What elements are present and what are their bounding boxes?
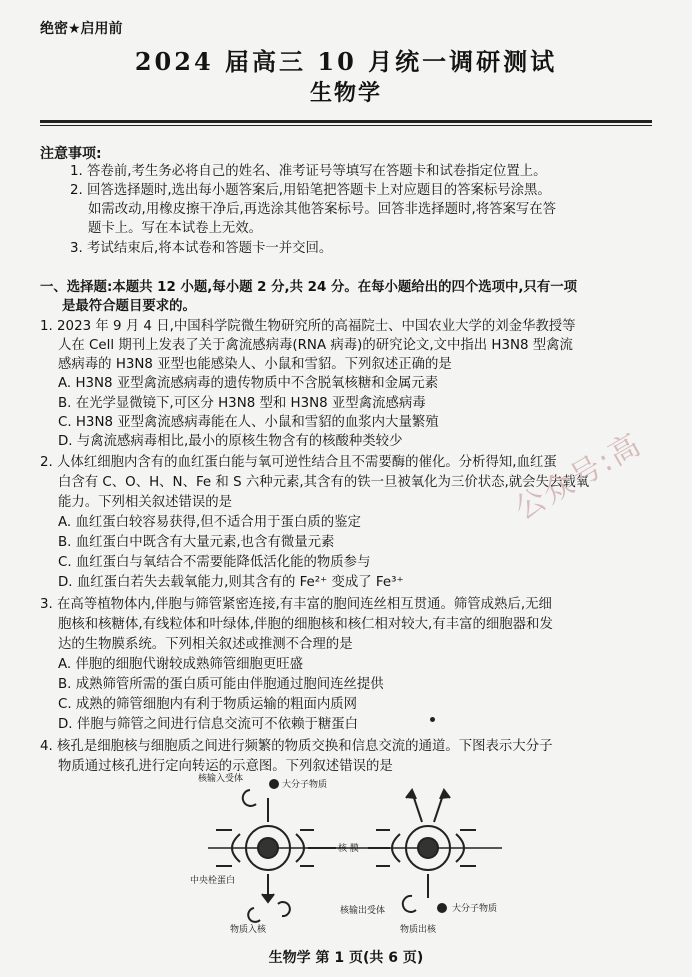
label-import-receptor: 核输入受体	[198, 774, 244, 784]
q2-option-b: B. 血红蛋白中既含有大量元素,也含有微量元素	[58, 535, 335, 550]
label-export-receptor: 核输出受体	[340, 906, 386, 916]
export-arrowhead-2	[440, 790, 450, 799]
section-heading: 一、选择题:本题共 12 小题,每小题 2 分,共 24 分。在每小题给出的四个选项中,只有一项	[40, 280, 578, 295]
q3-option-d: D. 伴胞与筛管之间进行信息交流可不依赖于糖蛋白	[58, 717, 359, 732]
macromolecule-icon-top	[270, 780, 278, 788]
right-central-plug	[418, 838, 438, 858]
q1-stem: 1. 2023 年 9 月 4 日,中国科学院微生物研究所的高福院士、中国农业大学的刘金华教授等	[40, 319, 576, 334]
header-rule-thick	[40, 120, 652, 123]
label-central-plug: 中央栓蛋白	[190, 876, 236, 886]
notice-heading: 注意事项:	[40, 146, 102, 162]
import-receptor-icon	[243, 790, 256, 806]
import-receptor-icon-b	[248, 908, 260, 922]
receptor-release-icon	[278, 902, 290, 916]
label-macromolecule-top: 大分子物质	[282, 780, 328, 790]
q1-option-a: A. H3N8 亚型禽流感病毒的遗传物质中不含脱氧核糖和金属元素	[58, 376, 439, 391]
left-central-plug	[258, 838, 278, 858]
q3-stem: 3. 在高等植物体内,伴胞与筛管紧密连接,有丰富的胞间连丝相互贯通。筛管成熟后,无细	[40, 597, 552, 612]
ink-dot	[430, 717, 435, 722]
nuclear-pore-diagram	[190, 770, 520, 935]
header-rule-thin	[40, 125, 652, 126]
q2-option-a: A. 血红蛋白较容易获得,但不适合用于蛋白质的鉴定	[58, 515, 361, 530]
import-arrowhead	[262, 894, 274, 902]
q2-option-c: C. 血红蛋白与氧结合不需要能降低活化能的物质参与	[58, 555, 371, 570]
q1-option-d: D. 与禽流感病毒相比,最小的原核生物含有的核酸种类较少	[58, 434, 403, 449]
macromolecule-icon-bottom	[438, 904, 446, 912]
label-import: 物质入核	[230, 925, 267, 935]
q1-option-c: C. H3N8 亚型禽流感病毒能在人、小鼠和雪貂的血浆内大量繁殖	[58, 415, 439, 430]
q1-stem: 感病毒的 H3N8 亚型也能感染人、小鼠和雪貂。下列叙述正确的是	[58, 357, 452, 372]
q2-option-d: D. 血红蛋白若失去载氧能力,则其含有的 Fe²⁺ 变成了 Fe³⁺	[58, 575, 404, 590]
export-receptor-icon	[403, 896, 416, 912]
notice-line: 题卡上。写在本试卷上无效。	[88, 221, 263, 236]
section-heading-cont: 是最符合题目要求的。	[62, 299, 196, 314]
watermark: 公众号:高	[509, 426, 648, 528]
q3-option-a: A. 伴胞的细胞代谢较成熟筛管细胞更旺盛	[58, 657, 304, 672]
q2-stem: 能力。下列相关叙述错误的是	[58, 495, 233, 510]
q2-stem: 白含有 C、O、H、N、Fe 和 S 六种元素,其含有的铁一旦被氧化为三价状态,就会失去载氧	[58, 475, 590, 490]
exam-title: 2024 届高三 10 月统一调研测试	[134, 47, 558, 76]
secret-label: 绝密★启用前	[40, 21, 123, 37]
notice-line: 1. 答卷前,考生务必将自己的姓名、准考证号等填写在答题卡和试卷指定位置上。	[70, 164, 547, 179]
export-arrowhead-1	[406, 790, 416, 799]
q3-stem: 达的生物膜系统。下列相关叙述或推测不合理的是	[58, 637, 353, 652]
q4-stem: 物质通过核孔进行定向转运的示意图。下列叙述错误的是	[58, 759, 393, 774]
label-export: 物质出核	[400, 925, 437, 935]
notice-line: 2. 回答选择题时,选出每小题答案后,用铅笔把答题卡上对应题目的答案标号涂黑。	[70, 183, 551, 198]
q4-stem: 4. 核孔是细胞核与细胞质之间进行频繁的物质交换和信息交流的通道。下图表示大分子	[40, 739, 553, 754]
label-macromolecule-bottom: 大分子物质	[452, 904, 498, 914]
notice-line: 如需改动,用橡皮擦干净后,再选涂其他答案标号。回答非选择题时,将答案写在答	[88, 202, 557, 217]
q1-option-b: B. 在光学显微镜下,可区分 H3N8 型和 H3N8 亚型禽流感病毒	[58, 396, 426, 411]
q3-option-c: C. 成熟的筛管细胞内有利于物质运输的粗面内质网	[58, 697, 358, 712]
q3-option-b: B. 成熟筛管所需的蛋白质可能由伴胞通过胞间连丝提供	[58, 677, 384, 692]
page-footer: 生物学 第 1 页(共 6 页)	[268, 950, 424, 966]
q2-stem: 2. 人体红细胞内含有的血红蛋白能与氧可逆性结合且不需要酶的催化。分析得知,血红蛋	[40, 455, 557, 470]
q3-stem: 胞核和核糖体,有线粒体和叶绿体,伴胞的细胞核和核仁相对较大,有丰富的细胞器和发	[58, 617, 553, 632]
notice-line: 3. 考试结束后,将本试卷和答题卡一并交回。	[70, 241, 333, 256]
subject-title: 生物学	[309, 80, 382, 106]
label-nuclear-membrane: 核 膜	[338, 844, 359, 854]
q1-stem: 人在 Cell 期刊上发表了关于禽流感病毒(RNA 病毒)的研究论文,文中指出 H3N8 型禽流	[58, 338, 573, 353]
